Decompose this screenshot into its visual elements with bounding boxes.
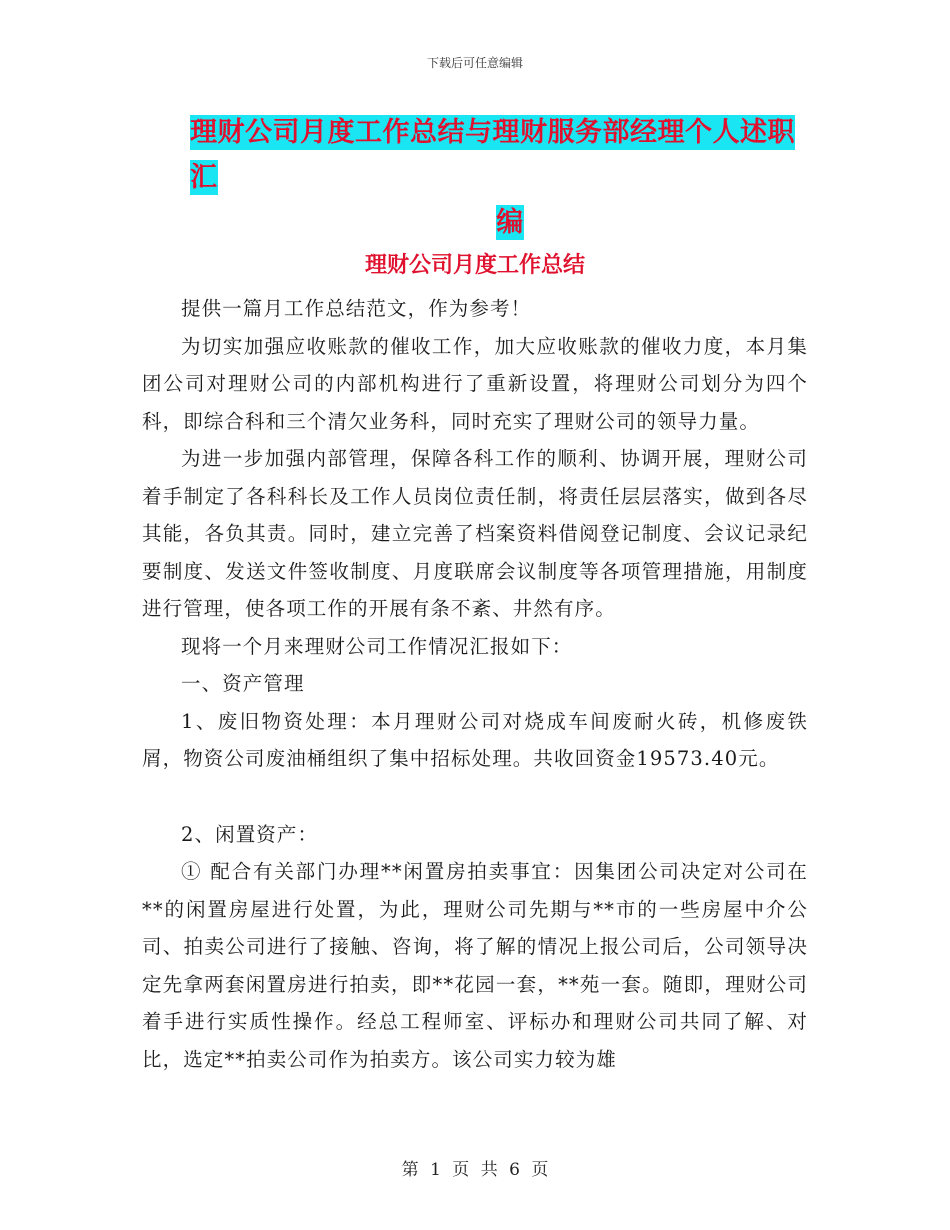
paragraph: 现将一个月来理财公司工作情况汇报如下： (181, 634, 573, 658)
paragraph: ① 配合有关部门办理**闲置房拍卖事宜：因集团公司决定对公司在**的闲置房屋进行处置，为此，理财公司先期与**市的一些房屋中介公司、拍卖公司进行了接触、咨询，将了解的情况上报公司后，公司领导决定先拿两套闲置房进行拍卖，即**花园一套，**苑一套。随即，理财公司着手进行实质性操作。经总工程师室、评标办和理财公司共同了解、对比，选定**拍卖公司作为拍卖方。该公司实力较为雄 (142, 860, 808, 1071)
document-title (190, 110, 810, 245)
page-number: 第 1 页 共 6 页 (401, 1160, 549, 1180)
title-line-1: 理财公司月度工作总结与理财服务部经理个人述职汇 (190, 117, 795, 193)
paragraph: 提供一篇月工作总结范文，作为参考！ (181, 297, 532, 320)
document-body (142, 290, 808, 1078)
title-line-2: 编 (496, 207, 524, 238)
paragraph: 2、闲置资产： (181, 822, 319, 846)
paragraph: 为切实加强应收账款的催收工作，加大应收账款的催收力度，本月集团公司对理财公司的内部机构进行了重新设置，将理财公司划分为四个科，即综合科和三个清欠业务科，同时充实了理财公司的领导力量。 (142, 334, 808, 433)
section-title: 理财公司月度工作总结 (364, 253, 585, 278)
page-header: 下载后可任意编辑 (426, 56, 523, 70)
paragraph: 为进一步加强内部管理，保障各科工作的顺利、协调开展，理财公司着手制定了各科科长及工作人员岗位责任制，将责任层层落实，做到各尽其能，各负其责。同时，建立完善了档案资料借阅登记制度、会议记录纪要制度、发送文件签收制度、月度联席会议制度等各项管理措施，用制度进行管理，使各项工作的开展有条不紊、井然有序。 (142, 447, 808, 620)
paragraph: 1、废旧物资处理：本月理财公司对烧成车间废耐火砖，机修废铁屑，物资公司废油桶组织了集中招标处理。共收回资金19573.40元。 (142, 709, 808, 770)
section-heading: 一、资产管理 (181, 672, 305, 695)
